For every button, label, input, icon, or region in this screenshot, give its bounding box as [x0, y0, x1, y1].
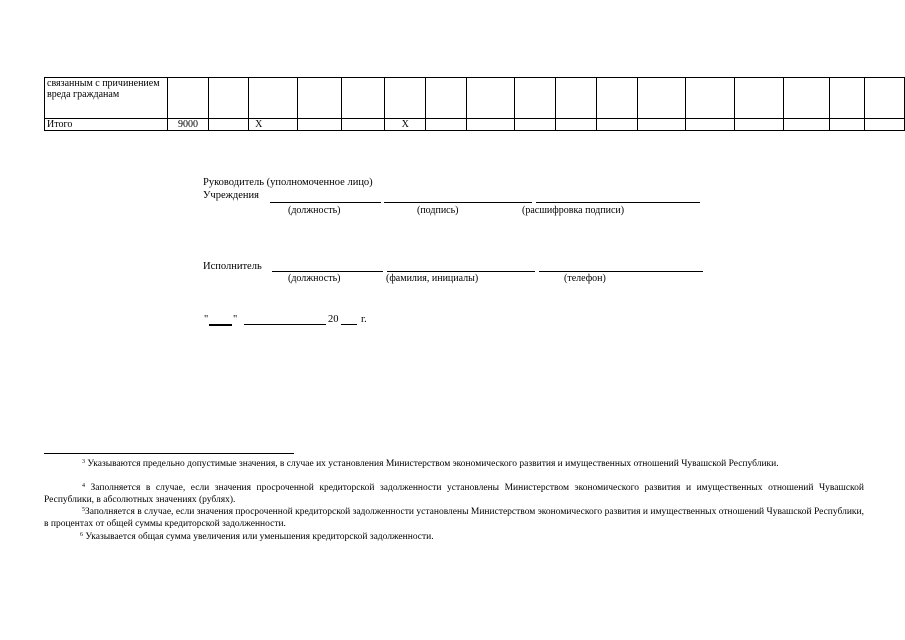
table-cell	[830, 119, 865, 131]
table-row	[45, 119, 905, 131]
table-cell	[515, 78, 556, 119]
footnote-text: Указывается общая сумма увеличения или уменьшения кредиторской задолженности.	[83, 532, 434, 542]
table-cell	[686, 119, 735, 131]
table-cell	[637, 78, 686, 119]
table-cell	[735, 119, 784, 131]
table-cell	[865, 78, 905, 119]
date-day-line	[209, 324, 232, 326]
footnote-6	[44, 532, 864, 544]
table-cell	[515, 119, 556, 131]
footnote-3	[44, 459, 864, 471]
head-institution-label: Учреждения	[203, 190, 259, 201]
table-cell	[341, 119, 385, 131]
date-quote-open: "	[204, 314, 209, 325]
table-cell	[466, 78, 515, 119]
date-year-line	[341, 324, 357, 325]
exec-phone-line	[539, 271, 703, 272]
table-cell	[556, 78, 597, 119]
executor-label: Исполнитель	[203, 261, 262, 272]
table-cell	[249, 78, 298, 119]
exec-position-line	[272, 271, 383, 272]
footnote-number: 6	[80, 532, 83, 538]
table-cell: X	[249, 119, 298, 131]
row-code: 9000	[167, 119, 209, 131]
footnote-text: Заполняется в случае, если значения просроченной кредиторской задолженности установлены Министерством экономического развития и имущественных отношений Чувашской Республики, в процентах от общей суммы кредиторской задолженности.	[44, 507, 864, 529]
table-cell	[783, 78, 830, 119]
footnote-number: 4	[82, 483, 85, 489]
head-position-line	[270, 202, 381, 203]
row-label: Итого	[45, 119, 168, 131]
footnote-5	[44, 507, 864, 530]
head-caption-position: (должность)	[288, 205, 341, 216]
exec-caption-position: (должность)	[288, 273, 341, 284]
footnote-number: 3	[82, 459, 85, 465]
table-cell: X	[385, 119, 426, 131]
exec-caption-name: (фамилия, инициалы)	[386, 273, 479, 284]
table-cell	[297, 119, 341, 131]
table-cell	[297, 78, 341, 119]
head-caption-signature: (подпись)	[417, 205, 459, 216]
table-cell	[783, 119, 830, 131]
footnote-text: Заполняется в случае, если значения просроченной кредиторской задолженности установлены Министерством экономического развития и имущественных отношений Чувашской Республики, в абсолютных значениях (рублях).	[44, 483, 864, 505]
table-cell	[596, 78, 637, 119]
table-cell	[596, 119, 637, 131]
head-signature-line	[384, 202, 532, 203]
table-cell	[637, 119, 686, 131]
date-year-prefix: 20	[328, 314, 339, 325]
footnote-4	[44, 483, 864, 506]
table-cell	[466, 119, 515, 131]
table-cell	[830, 78, 865, 119]
table-cell	[686, 78, 735, 119]
head-caption-decoding: (расшифровка подписи)	[522, 205, 625, 216]
exec-caption-phone: (телефон)	[564, 273, 606, 284]
row-label: связанным с причинением вреда гражданам	[45, 78, 168, 119]
table-cell	[385, 78, 426, 119]
table-cell	[556, 119, 597, 131]
head-decoding-line	[536, 202, 700, 203]
date-suffix: г.	[361, 314, 367, 325]
table-cell	[426, 119, 467, 131]
footnote-separator	[44, 453, 294, 454]
footnote-text: Указываются предельно допустимые значения, в случае их установления Министерством экономического развития и имущественных отношений Чувашской Республики.	[85, 459, 779, 469]
date-quote-close: "	[233, 314, 238, 325]
table-cell	[426, 78, 467, 119]
footnote-number: 5	[82, 507, 85, 513]
exec-name-line	[387, 271, 535, 272]
table-cell	[209, 78, 249, 119]
table-row	[45, 78, 905, 119]
table-cell	[865, 119, 905, 131]
table-cell	[209, 119, 249, 131]
date-month-line	[244, 324, 326, 325]
row-code	[167, 78, 209, 119]
head-title: Руководитель (уполномоченное лицо)	[203, 177, 373, 188]
data-table	[44, 77, 905, 131]
table-cell	[735, 78, 784, 119]
table-cell	[341, 78, 385, 119]
